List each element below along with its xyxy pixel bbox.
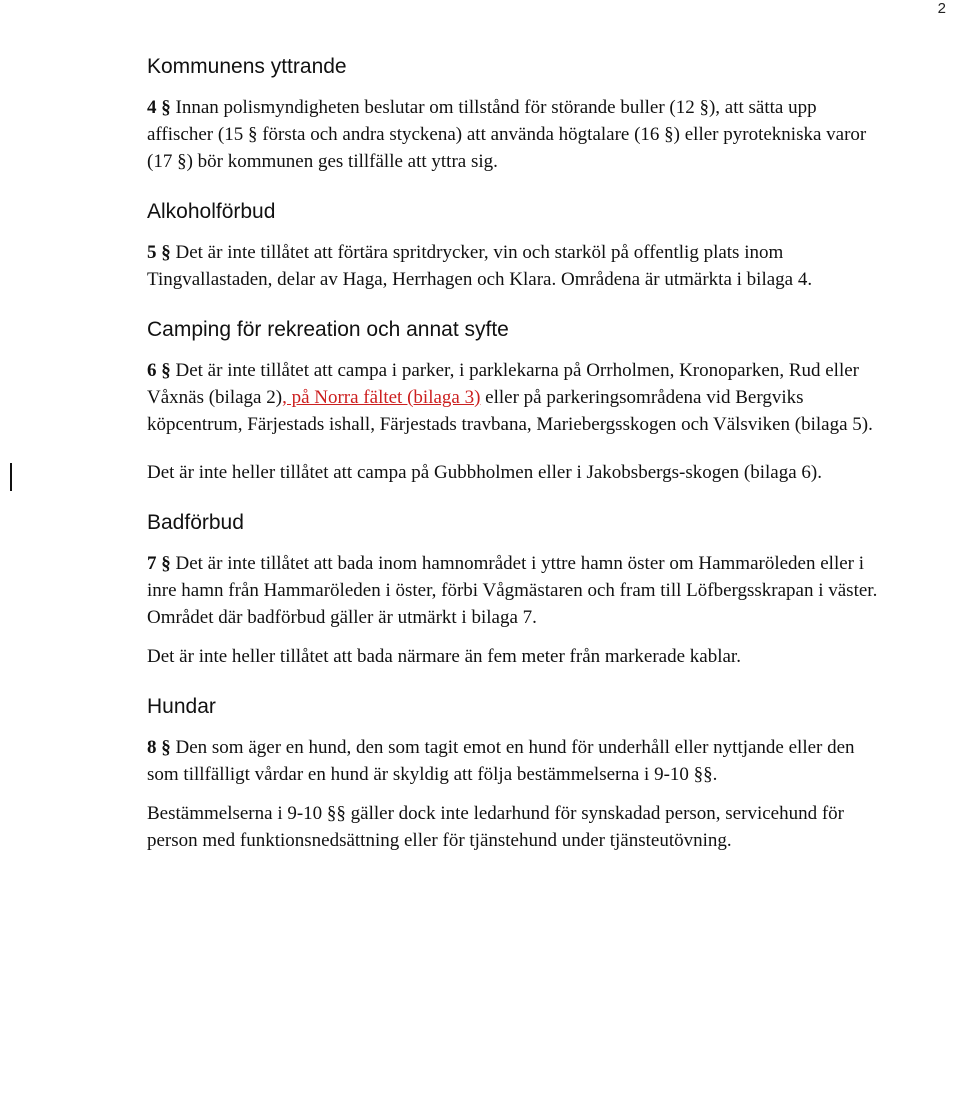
paragraph-text: eller på parkeringsområdena vid Bergviks köpcentrum, Färjestads ishall, Färjestads travbana, Mariebergsskogen och Välsviken (bilaga 5). (147, 387, 873, 435)
paragraph-text: Det är inte tillåtet att bada inom hamnområdet i yttre hamn öster om Hammaröleden eller i inre hamn från Hammaröleden i öster, förbi Vågmästaren och fram till Löfbergsskrapan i väster. Området där badförbud gäller är utmärkt i bilaga 7. (147, 553, 878, 628)
paragraph-number: 8 § (147, 737, 171, 758)
change-bar (10, 463, 12, 491)
paragraph-number: 5 § (147, 242, 171, 263)
section-heading: Camping för rekreation och annat syfte (147, 318, 509, 341)
paragraph-number: 7 § (147, 553, 171, 574)
section-hundar (147, 694, 887, 854)
page-number: 2 (937, 0, 946, 17)
paragraph-6-continued: Det är inte heller tillåtet att campa på Gubbholmen eller i Jakobsbergs-skogen (bilaga 6). (147, 462, 822, 483)
section-heading: Badförbud (147, 511, 244, 534)
section-kommunens-yttrande (147, 54, 887, 175)
section-badforbud (147, 510, 887, 670)
section-camping (147, 317, 887, 486)
paragraph-number: 4 § (147, 97, 171, 118)
paragraph-4 (147, 94, 887, 175)
section-heading: Alkoholförbud (147, 200, 276, 223)
paragraph-text: Det är inte tillåtet att campa i parker, i parklekarna på Orrholmen, Kronoparken, Rud eller Våxnäs (bilaga 2) (147, 360, 859, 408)
section-heading: Kommunens yttrande (147, 55, 347, 78)
paragraph-7-continued: Det är inte heller tillåtet att bada närmare än fem meter från markerade kablar. (147, 646, 741, 667)
paragraph-text: Den som äger en hund, den som tagit emot en hund för underhåll eller nyttjande eller den som tillfälligt vårdar en hund är skyldig att följa bestämmelserna i 9-10 §§. (147, 737, 855, 785)
paragraph-7 (147, 550, 887, 631)
paragraph-6 (147, 357, 887, 438)
paragraph-5 (147, 239, 887, 293)
section-heading: Hundar (147, 695, 216, 718)
paragraph-text: Innan polismyndigheten beslutar om tillstånd för störande buller (12 §), att sätta upp affischer (15 § första och andra styckena) att använda högtalare (16 §) eller pyrotekniska varor (17 §) bör kommunen ges tillfälle att yttra sig. (147, 97, 867, 172)
paragraph-text: Det är inte tillåtet att förtära spritdrycker, vin och starköl på offentlig plats inom Tingvallastaden, delar av Haga, Herrhagen och Klara. Områdena är utmärkta i bilaga 4. (147, 242, 813, 290)
document-body (147, 54, 887, 878)
paragraph-8-continued: Bestämmelserna i 9-10 §§ gäller dock inte ledarhund för synskadad person, servicehund för person med funktionsnedsättning eller för tjänstehund under tjänsteutövning. (147, 803, 844, 851)
amendment-text: , på Norra fältet (bilaga 3) (282, 387, 481, 408)
section-alkoholforbud (147, 199, 887, 293)
paragraph-number: 6 § (147, 360, 171, 381)
paragraph-8 (147, 734, 887, 788)
